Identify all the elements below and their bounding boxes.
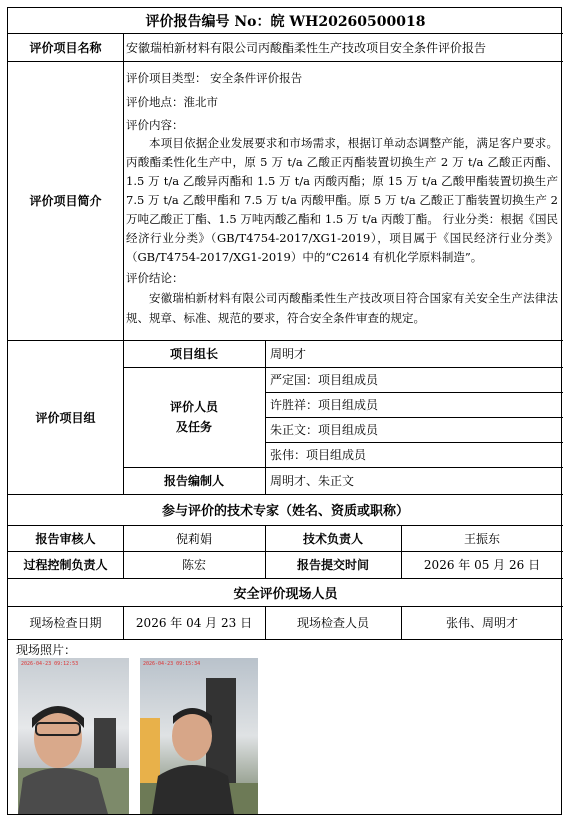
location-line: 评价地点：淮北市: [126, 95, 218, 109]
project-name-value: 安徽瑞柏新材料有限公司丙酸酯柔性生产技改项目安全条件评价报告: [126, 40, 487, 55]
onsite-section-title: 安全评价现场人员: [233, 586, 338, 602]
project-summary-label: 评价项目简介: [29, 194, 102, 208]
author-value: 周明才、朱正文: [270, 474, 355, 488]
report-sheet: [7, 7, 562, 815]
photo-timestamp: 2026-04-23 09:12:53: [21, 661, 79, 667]
content-text: 本项目依据企业发展要求和市场需求，根据订单动态调整产能，满足客户要求。丙酸酯柔性化生产中，原 5 万 t/a 乙酸正丙酯装置切换生产 2 万 t/a 乙酸正丙酯、1.5 万 t/a 乙酸异丙酯和 1.5 万 t/a 丙酸丙酯；原 15 万 t/a 乙酸甲酯装置切换生产 7.5 万 t/a 乙酸甲酯和 7.5 万 t/a 丙酸甲酯。原 5 万 t/a 乙酸正丁酯装置切换生产 2 万吨乙酸正丁酯、1.5 万吨丙酸乙酯和 1.5 万 t/a 丙酸丁酯。 行业分类：根据《国民经济行业分类》（GB/T4754-2017/XG1-2019），项目属于《国民经济行业分类》（GB/T4754-2017/XG1-2019）中的“C2614 有机化学原料制造”。: [126, 136, 558, 264]
process-control-label: 过程控制负责人: [23, 558, 108, 572]
submit-time-value: 2026 年 05 月 26 日: [423, 558, 541, 572]
experts-section-title: 参与评价的技术专家（姓名、资质或职称）: [161, 504, 409, 519]
reviewer-value: 倪莉娟: [175, 531, 212, 546]
tech-lead-label: 技术负责人: [302, 531, 363, 546]
author-label: 报告编制人: [163, 474, 224, 488]
inspection-staff-value: 张伟、周明才: [445, 616, 518, 630]
member-row: 张伟：项目组成员: [270, 448, 367, 462]
site-photos-label: 现场照片：: [16, 643, 77, 657]
site-photo-2: [140, 658, 258, 814]
photo-1-illustration: [18, 658, 129, 814]
leader-value: 周明才: [270, 347, 307, 361]
member-row: 严定国：项目组成员: [270, 373, 379, 387]
conclusion-label: 评价结论：: [126, 271, 184, 285]
photo-2-illustration: [140, 658, 258, 814]
inspection-date-value: 2026 年 04 月 23 日: [135, 616, 253, 630]
project-summary-body: [126, 68, 558, 336]
inspection-date-label: 现场检查日期: [29, 616, 102, 630]
team-label: 评价项目组: [35, 410, 96, 425]
report-number-title: 评价报告编号 No：皖 WH20260500018: [145, 13, 426, 30]
conclusion-text: 安徽瑞柏新材料有限公司丙酸酯柔性生产技改项目符合国家有关安全生产法律法规、规章、标准、规范的要求，符合安全条件审查的规定。: [126, 291, 558, 325]
inspection-staff-label: 现场检查人员: [296, 616, 369, 630]
leader-label: 项目组长: [169, 347, 218, 361]
members-label: 评价人员 及任务: [169, 400, 218, 434]
project-name-label: 评价项目名称: [29, 40, 102, 55]
member-row: 朱正文：项目组成员: [270, 423, 379, 437]
member-row: 许胜祥：项目组成员: [270, 398, 379, 412]
submit-time-label: 报告提交时间: [296, 558, 369, 572]
process-control-value: 陈宏: [181, 558, 206, 572]
content-label: 评价内容：: [126, 118, 184, 132]
site-photo-1: [18, 658, 129, 814]
photo-timestamp: 2026-04-23 09:15:34: [143, 661, 201, 667]
tech-lead-value: 王振东: [463, 531, 500, 546]
project-type-line: 评价项目类型： 安全条件评价报告: [126, 71, 303, 85]
reviewer-label: 报告审核人: [35, 531, 96, 546]
